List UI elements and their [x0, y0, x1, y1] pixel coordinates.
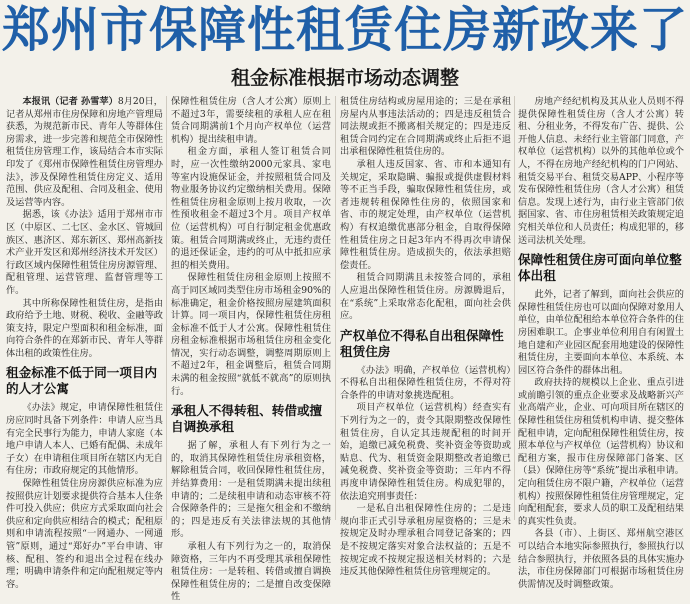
paragraph: 承租人违反国家、省、市和本通知有关规定，采取隐瞒、骗报或提供虚假材料等不正当手段，骗取保障性租赁住房，或者违规转租保障性住房的，依照国家和省、市的规定处理，由产权单位（运营机构）有权追缴优惠部分租金，自取得保障性租赁住房之日起3年内不得再次申请保障性租赁住房。造成损失的，依法承担赔偿责任。	[340, 158, 511, 271]
paragraph: 承租人有下列行为之一的，取消保障资格，三年内不再受理其承租保障性租赁住房：一是转租、转借或擅自调换保障性租赁住房的；二是擅自改变保障性	[171, 541, 331, 603]
paragraph: 此外，记者了解到，面向社会供应的保障性租赁住房也可以面向保障对象用人单位，由单位配租给本单位符合条件的住房困难职工。企事业单位利用自有闲置土地自建和产业园区配套用地建设的保障性租赁住房，主要面向本单位、本系统、本园区符合条件的群体出租。	[518, 289, 684, 376]
column-divider	[166, 96, 167, 520]
paragraph-text: 8月20日，记者从郑州市住房保障和房地产管理局获悉，为规范新市民、青年人等群体住房需求，进一步完善和规范全市保障性租赁住房管理工作，该局结合本市实际印发了《郑州市保障性租赁住房管理办法》，涉及保障性租赁住房定义、适用范围、供应及配租、合同及租金、使用及运营等内容。	[6, 96, 163, 208]
paragraph: 项目产权单位（运营机构）经查实有下列行为之一的，责令其限期整改保障性租赁住房，自认定其违规配租的时间开始，追缴已减免税费、奖补资金等资助或贴息、代为、租赁资金限期整改者追缴已减免税费、奖补资金等资助；三年内不得再度申请保障性租赁住房。构成犯罪的，依法追究刑事责任：	[340, 402, 511, 502]
paragraph: 《办法》规定，申请保障性租赁住房应同时具备下列条件：申请人应当具有完全民事行为能力，申请人家庭（本地户申请人本人、已婚有配偶、未成年子女）在申请租住项目所在辖区内无自有住房；市政府规定的其他情形。	[6, 402, 163, 477]
paragraph: 据了解，承租人有下列行为之一的，取消其保障性租赁住房承租资格，解除租赁合同，收回保障性租赁住房，并结算费用：一是租赁期满未提出续租申请的；二是续租申请和动态审核不符合保障条件的；三是拖欠租金和不缴纳的；四是违反有关法律法规的其他情形。	[171, 440, 331, 540]
column-divider	[335, 96, 336, 520]
paragraph: 房地产经纪机构及其从业人员则不得提供保障性租赁住房（含人才公寓）转租、分租业务，不得发布广告、提供、公开他人信息、未经行业主管部门同意，产权单位（运营机构）以外的其他单位或个人，不得在房地产经纪机构的门户网站、租赁交易平台、租赁交易APP、小程序等发布保障性租赁住房（含人才公寓）租赁信息。发现上述行为，由行业主管部门依据国家、省、市住房租赁相关政策规定追究相关单位和人员责任；构成犯罪的，移送司法机关处理。	[518, 96, 684, 246]
paragraph: 一是私自出租保障性住房的；二是违规向非正式引导承租房屋资格的；三是未按规定及时办理承租合同登记备案的；四是不按规定落实对象合法权益的；五是不按规定或不按规定报送相关材料的；六是违反其他保障性租赁住房管理规定的。	[340, 503, 511, 578]
article-column-2	[171, 96, 331, 603]
section-heading: 租金标准不低于同一项目内的人才公寓	[6, 365, 158, 397]
paragraph: 《办法》明确，产权单位（运营机构）不得私自出租保障性租赁住房，不得对符合条件的申请对象挑选配租。	[340, 364, 511, 401]
section-heading: 承租人不得转租、转借或擅自调换承租	[171, 403, 323, 435]
article-column-4	[518, 96, 684, 590]
column-divider	[514, 96, 515, 520]
article-column-1	[6, 96, 163, 590]
section-heading: 产权单位不得私自出租保障性租赁住房	[340, 327, 504, 359]
paragraph: 租赁住房结构或房屋用途的；三是在承租房屋内从事违法活动的；四是违反租赁合同法规或拒不搬离相关规定的；四是违反租赁合同约定在合同期满或终止后拒不退出承租保障性租赁住房的。	[340, 96, 511, 158]
section-heading: 保障性租赁住房可面向单位整体出租	[518, 252, 682, 284]
paragraph: 其中所称保障性租赁住房，是指由政府给予土地、财税、税收、金融等政策支持，限定户型面积和租金标准，面向符合条件的在郑新市民、青年人等群体出租的政策性住房。	[6, 297, 163, 359]
paragraph: 保障性租赁住房租金原则上按照不高于同区域同类型住房市场租金90%的标准确定，租金价格按照房屋建筑面积计算。同一项目内，保障性租赁住房租金标准不低于人才公寓。保障性租赁住房租金标准根据市场租赁住房租金变化情况，实行动态调整，调整周期原则上不超过2年，租金调整后，租赁合同期未满的租金按照“就低不就高”的原则执行。	[171, 272, 331, 397]
paragraph: 保障性租赁住房（含人才公寓）原则上不超过3年，需要续租的承租人应在租赁合同期满前1个月向产权单位（运营机构）提出续租申请。	[171, 96, 331, 145]
paragraph: 租金方面，承租人签订租赁合同时，应一次性缴纳2000元家具、家电等室内设施保证金，并按照租赁合同及物业服务协议约定缴纳相关费用。保障性租赁住房租金原则上按月收取，一次性预收租金不超过3个月。项目产权单位（运营机构）可自行制定租金优惠政策。租赁合同期满或终止，无违约责任的退还保证金，违约的可从中抵扣应承担的相关费用。	[171, 146, 331, 271]
page-subheadline: 租金标准根据市场动态调整	[230, 67, 459, 89]
paragraph: 政府扶持的规模以上企业、重点引进或前瞻引领的重点企业要求及战略新兴产业高端产业，企业、可向项目所在辖区的保障性租赁住房租赁机构申请、提交整体配租申请，定向配租保障性租赁住房，按照本单位与产权单位（运营机构）协议和配租方案，报市住房保障部门备案、区（县）保障住房等“系统”提出承租申请。定向租赁住房不限户籍，产权单位（运营机构）按照保障性租赁住房管理规定，定向配租配套，要求人员的职工及配租结果的真实性负责。	[518, 377, 684, 527]
lead-paragraph	[6, 96, 163, 209]
article-column-3	[340, 96, 511, 578]
byline: 本报讯（记者 孙雪苹）	[22, 96, 118, 107]
page-headline: 郑州市保障性租赁住房新政来了	[1, 2, 688, 58]
paragraph: 保障性租赁住房房源供应标准为应按照供应计划要求提供符合基本人住条件可投入供应；供应方式采取面向社会供应和定向供应相结合的模式；配租原则和申请流程按照“一网通办、一网通管”原则，通过“郑好办”平台申请、审核、配租、签约和退出全过程在线办理；明确申请条件和定向配租规定等内容。	[6, 478, 163, 590]
paragraph: 据悉，该《办法》适用于郑州市市区（中原区、二七区、金水区、管城回族区、惠济区、郑东新区、郑州高新技术产业开发区和郑州经济技术开发区）行政区域内保障性租赁住房房源管理、配租管理、运营管理、监督管理等工作。	[6, 209, 163, 296]
paragraph: 租赁合同期满且未按签合同的，承租人应退出保障性租赁住房。房源腾退后，在“系统”上采取常态化配租，面向社会供应。	[340, 272, 511, 322]
paragraph: 各县（市）、上街区、郑州航空港区可以结合本地实际参照执行，参照执行以结合参照执行，并依照各县的具体实施办法，市住房保障部门可根据市场租赁住房供需情况及时调整政策。	[518, 528, 684, 590]
